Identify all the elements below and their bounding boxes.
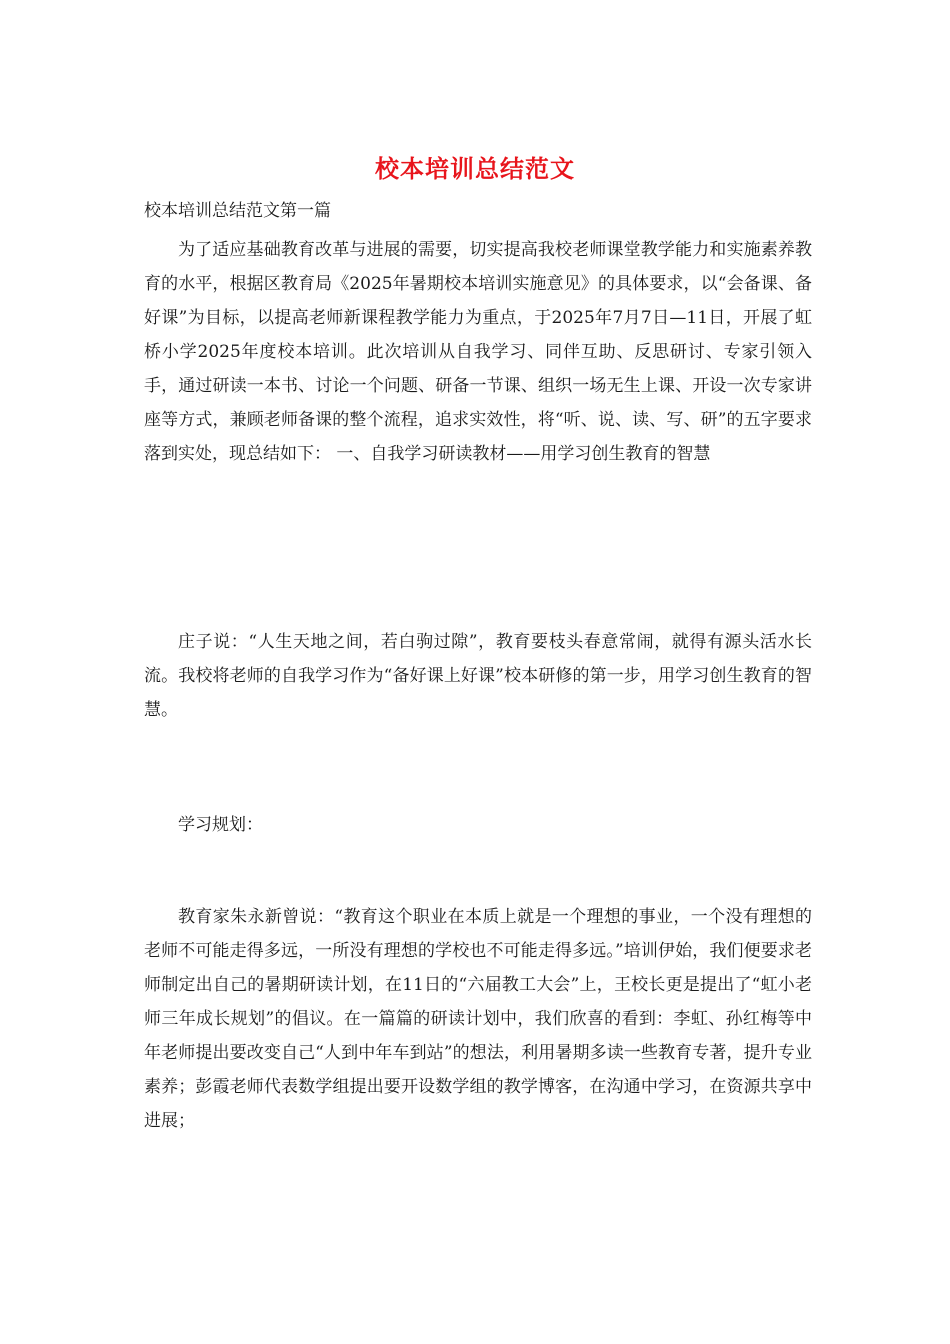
document-title: 校本培训总结范文 bbox=[375, 154, 575, 183]
document-subtitle: 校本培训总结范文第一篇 bbox=[144, 201, 331, 221]
paragraph-zhu-yongxin: 教育家朱永新曾说：“教育这个职业在本质上就是一个理想的事业，一个没有理想的老师不可能走得多远，一所没有理想的学校也不可能走得多远。”培训伊始，我们便要求老师制定出自己的暑期研读计划，在11日的“六届教工大会”上，王校长更是提出了“虹小老师三年成长规划”的倡议。在一篇篇的研读计划中，我们欣喜的看到：李虹、孙红梅等中年老师提出要改变自己“人到中年车到站”的想法，利用暑期多读一些教育专著，提升专业素养；彭霞老师代表数学组提出要开设数学组的教学博客，在沟通中学习，在资源共享中进展； bbox=[144, 907, 812, 1131]
paragraph-intro: 为了适应基础教育改革与进展的需要，切实提高我校老师课堂教学能力和实施素养教育的水平，根据区教育局《2025年暑期校本培训实施意见》的具体要求，以“会备课、备好课”为目标，以提高老师新课程教学能力为重点，于2025年7月7日—11日，开展了虹桥小学2025年度校本培训。此次培训从自我学习、同伴互助、反思研讨、专家引领入手，通过研读一本书、讨论一个问题、研备一节课、组织一场无生上课、开设一次专家讲座等方式，兼顾老师备课的整个流程，追求实效性，将“听、说、读、写、研”的五字要求落到实处，现总结如下： 一、自我学习研读教材——用学习创生教育的智慧 bbox=[144, 240, 812, 464]
paragraph-zhuangzi: 庄子说：“人生天地之间，若白驹过隙”，教育要枝头春意常闹，就得有源头活水长流。我校将老师的自我学习作为“备好课上好课”校本研修的第一步，用学习创生教育的智慧。 bbox=[144, 632, 812, 720]
paragraph-study-plan-heading: 学习规划： bbox=[178, 815, 263, 835]
